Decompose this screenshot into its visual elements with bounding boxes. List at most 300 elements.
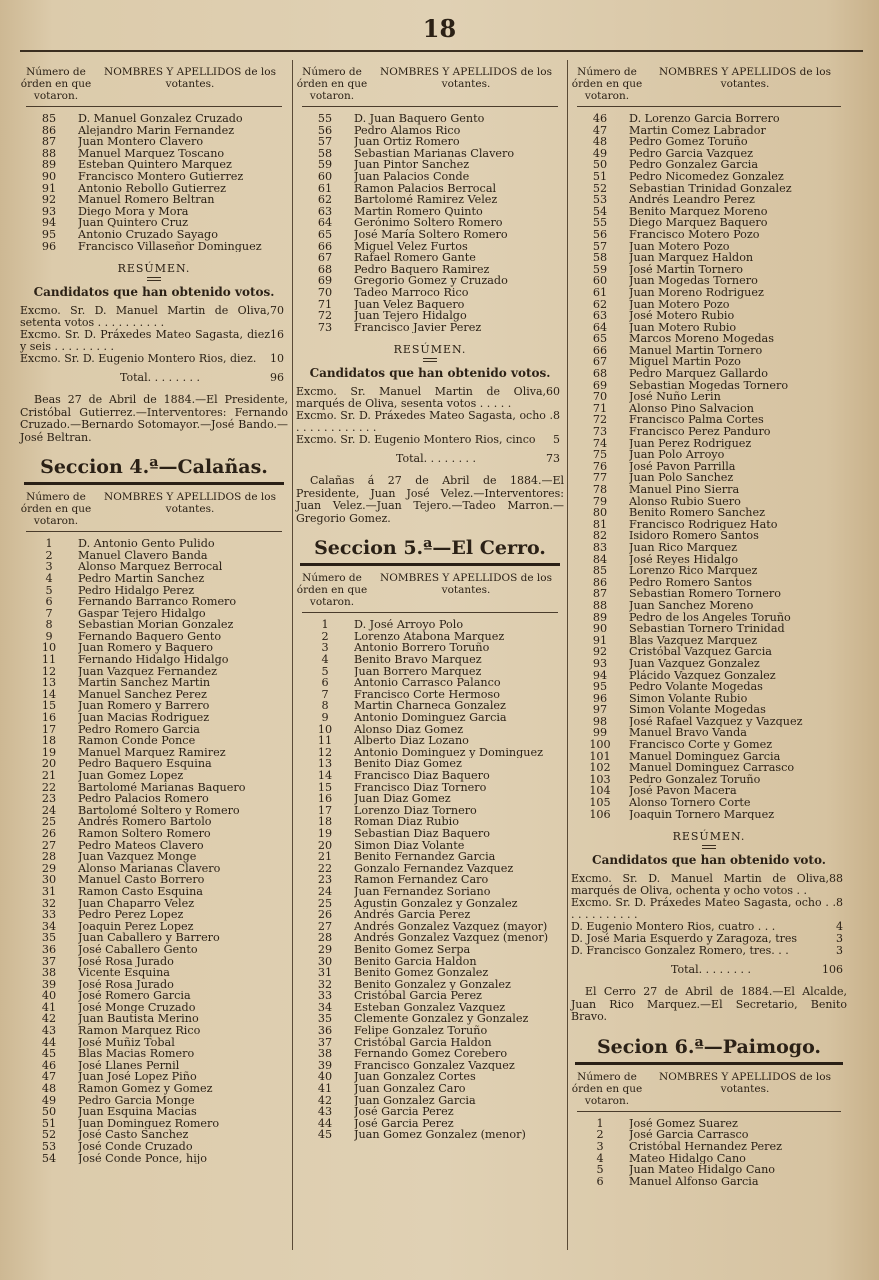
closing-text: Beas 27 de Abril de 1884.—El Presidente, Cristóbal Gutierrez.—Interventores: Fernando Cruzado.—Bernardo Sotomayor.—José Bando.—José Beltran. — [20, 393, 288, 444]
table-row — [20, 1106, 288, 1118]
voter-name: José Romero Garcia — [78, 990, 191, 1002]
voter-number: 44 — [317, 1116, 333, 1130]
voter-name: Antonio Borrero Toruño — [354, 642, 490, 655]
voter-number: 34 — [317, 1000, 333, 1014]
table-row — [296, 979, 564, 991]
voter-name: Juan Bautista Merino — [78, 1013, 199, 1026]
voter-number: 78 — [592, 483, 608, 496]
voter-number: 33 — [41, 908, 57, 922]
voter-number: 22 — [41, 780, 57, 794]
voter-number: 43 — [317, 1105, 333, 1119]
voter-number: 51 — [592, 169, 608, 183]
voter-number: 19 — [41, 745, 57, 759]
voter-name: Pedro Perez Lopez — [78, 909, 184, 921]
voter-number: 2 — [596, 1128, 604, 1142]
table-row — [296, 631, 564, 643]
voter-number: 95 — [41, 227, 57, 241]
voter-name: Francisco Motero Pozo — [629, 228, 760, 241]
voter-number: 56 — [592, 227, 608, 241]
voter-number: 88 — [592, 598, 608, 612]
vote-line — [20, 329, 288, 353]
table-row — [296, 229, 564, 241]
voter-number: 92 — [41, 193, 57, 207]
voter-name: Juan Moreno Rodriguez — [629, 286, 764, 299]
voter-number: 29 — [317, 942, 333, 956]
section-title: Seccion 4.ª—Calañas. — [40, 456, 268, 479]
total-line — [296, 452, 564, 465]
voter-number: 63 — [317, 204, 333, 218]
table-row — [296, 735, 564, 747]
voter-number: 16 — [317, 792, 333, 806]
voter-number: 45 — [41, 1047, 57, 1061]
voter-number: 99 — [592, 726, 608, 740]
voter-list — [571, 113, 847, 820]
resumen-heading: RESÚMEN. — [393, 343, 467, 357]
voter-number: 40 — [317, 1070, 333, 1084]
vote-text: Excmo. Sr. D. Práxedes Mateo Sagasta, ocho . . . . . . . . . . . . — [571, 896, 836, 922]
voter-number: 61 — [592, 285, 608, 299]
voter-number: 51 — [41, 1116, 57, 1130]
table-row — [571, 716, 847, 728]
voter-name: Juan Mogedas Tornero — [629, 275, 758, 287]
table-row — [296, 677, 564, 689]
voter-name: Clemente Gonzalez y Gonzalez — [354, 1013, 529, 1026]
voter-name: Miguel Martin Pozo — [629, 356, 741, 369]
table-row — [571, 356, 847, 368]
table-row — [571, 693, 847, 705]
voter-name: José Conde Cruzado — [78, 1141, 193, 1153]
voter-number: 103 — [589, 772, 611, 786]
voter-number: 90 — [41, 169, 57, 183]
voter-number: 20 — [41, 757, 57, 771]
voter-number: 30 — [317, 954, 333, 968]
voter-number: 30 — [41, 873, 57, 887]
voter-number: 38 — [41, 966, 57, 980]
vote-text: Excmo. Sr. D. Manuel Martin de Oliva, setenta votos . . . . . . . . . . — [20, 304, 270, 330]
table-row — [296, 724, 564, 736]
voter-number: 3 — [596, 1139, 604, 1153]
votes-list — [296, 386, 564, 446]
voter-name: Manuel Pino Sierra — [629, 484, 740, 496]
table-row — [20, 550, 288, 562]
voter-number: 31 — [41, 884, 57, 898]
voter-number: 49 — [41, 1093, 57, 1107]
voter-name: Juan Gonzalez Caro — [354, 1083, 466, 1095]
voter-name: Juan Vazquez Monge — [78, 851, 197, 863]
table-row — [20, 1013, 288, 1025]
voter-number: 36 — [41, 942, 57, 956]
voter-number: 1 — [45, 537, 53, 551]
voter-name: Francisco Javier Perez — [354, 321, 482, 334]
table-row — [571, 125, 847, 137]
voter-name: Francisco Rodriguez Hato — [629, 518, 778, 531]
voter-name: Juan Quintero Cruz — [78, 217, 189, 229]
voter-name: José Rafael Vazquez y Vazquez — [629, 715, 803, 728]
table-row — [571, 275, 847, 287]
voter-number: 67 — [317, 251, 333, 265]
voter-number: 49 — [592, 146, 608, 160]
table-row — [296, 666, 564, 678]
vote-text: Excmo. Sr. D. Práxedes Mateo Sagasta, diez y seis . . . . . . . . . — [20, 328, 270, 354]
voter-name: Andrés Garcia Perez — [354, 909, 471, 921]
voter-number: 27 — [317, 919, 333, 933]
voter-name: Antonio Dominguez y Dominguez — [354, 746, 543, 759]
table-row — [571, 206, 847, 218]
table-row — [571, 438, 847, 450]
total-label: Total. . . . . . . . — [396, 452, 477, 466]
vote-text: D. Francisco Gonzalez Romero, tres. . . — [571, 944, 789, 958]
table-row — [296, 793, 564, 805]
vote-line — [20, 305, 288, 329]
voter-number: 15 — [317, 780, 333, 794]
header-number: Número de órden en que votaron. — [571, 1070, 643, 1107]
voter-name: Juan Motero Pozo — [629, 240, 730, 253]
table-row — [571, 797, 847, 809]
table-row — [296, 136, 564, 148]
voter-list — [296, 113, 564, 333]
voter-list — [20, 113, 288, 252]
voter-number: 8 — [45, 618, 53, 632]
voter-name: Juan Marquez Haldon — [629, 252, 754, 264]
voter-name: Juan Ortiz Romero — [354, 136, 460, 148]
voter-number: 9 — [45, 629, 53, 643]
table-row — [296, 148, 564, 160]
header-number: Número de órden en que votaron. — [296, 572, 368, 609]
voter-number: 22 — [317, 861, 333, 875]
voter-name: Gerónimo Soltero Romero — [354, 217, 503, 229]
header-names: NOMBRES Y APELLIDOS de los votantes. — [104, 491, 276, 516]
voter-number: 100 — [589, 738, 611, 752]
voter-name: Agustin Gonzalez y Gonzalez — [354, 897, 518, 910]
voter-number: 26 — [317, 908, 333, 922]
table-row — [571, 113, 847, 125]
voter-name: José Pavon Parrilla — [629, 460, 736, 473]
table-row — [296, 747, 564, 759]
voter-number: 79 — [592, 494, 608, 508]
voter-number: 59 — [317, 158, 333, 172]
table-row — [296, 1002, 564, 1014]
voter-number: 55 — [317, 112, 333, 125]
voter-number: 4 — [45, 571, 53, 585]
voter-name: Alejandro Marin Fernandez — [78, 124, 235, 137]
voter-name: José Garcia Carrasco — [629, 1129, 749, 1141]
voter-name: Juan Perez Rodriguez — [629, 437, 752, 450]
voter-name: Benito Fernandez Garcia — [354, 851, 496, 863]
voter-number: 52 — [41, 1128, 57, 1142]
voter-number: 54 — [592, 204, 608, 218]
voter-name: Juan Borrero Marquez — [354, 665, 482, 678]
table-row — [20, 840, 288, 852]
table-row — [571, 414, 847, 426]
voter-name: Benito Gonzalez y Gonzalez — [354, 978, 511, 991]
voter-name: José Casto Sanchez — [78, 1129, 189, 1141]
voter-number: 5 — [45, 583, 53, 597]
voter-number: 43 — [41, 1024, 57, 1038]
voter-number: 12 — [317, 745, 333, 759]
voter-name: Benito Marquez Moreno — [629, 205, 768, 218]
voter-name: Antonio Dominguez Garcia — [354, 712, 507, 724]
voter-name: Tadeo Marroco Rico — [354, 286, 469, 299]
voter-number: 1 — [321, 618, 329, 632]
table-row — [296, 125, 564, 137]
table-row — [296, 770, 564, 782]
voter-number: 3 — [45, 560, 53, 574]
voter-name: D. Antonio Gento Pulido — [78, 538, 215, 550]
vote-count: 60 — [546, 385, 560, 399]
voter-name: Joaquin Perez Lopez — [78, 920, 194, 933]
table-row — [20, 724, 288, 736]
voter-number: 23 — [41, 792, 57, 806]
table-row — [20, 619, 288, 631]
table-row — [571, 183, 847, 195]
voter-number: 87 — [41, 135, 57, 149]
vote-text: Excmo. Sr. D. Eugenio Montero Rios, diez. — [20, 352, 257, 366]
voter-name: Juan Gomez Lopez — [78, 770, 184, 782]
voter-name: Ramon Casto Esquina — [78, 885, 203, 898]
voter-number: 83 — [592, 540, 608, 554]
voter-number: 36 — [317, 1024, 333, 1038]
voter-name: Manuel Casto Borrero — [78, 874, 205, 886]
table-row — [20, 689, 288, 701]
table-row — [296, 1095, 564, 1107]
voter-name: Pedro Gomez Toruño — [629, 136, 748, 148]
table-row — [20, 1025, 288, 1037]
voter-name: Pedro Marquez Gallardo — [629, 368, 769, 380]
vote-count: 8 — [836, 896, 843, 910]
table-row — [20, 863, 288, 875]
voter-name: Fernando Gomez Corebero — [354, 1048, 508, 1060]
table-row — [20, 1141, 288, 1153]
voter-name: Isidoro Romero Santos — [629, 530, 759, 542]
voter-name: Pedro Garcia Vazquez — [629, 147, 753, 160]
voter-number: 31 — [317, 966, 333, 980]
voter-list — [571, 1118, 847, 1188]
voter-name: José Gomez Suarez — [629, 1117, 738, 1130]
voter-name: Cristóbal Garcia Haldon — [354, 1036, 492, 1049]
voter-number: 44 — [41, 1035, 57, 1049]
voter-number: 80 — [592, 506, 608, 520]
voter-number: 91 — [592, 633, 608, 647]
voter-name: Pedro Baquero Ramirez — [354, 263, 490, 276]
total-label: Total. . . . . . . . — [120, 371, 201, 385]
table-row — [296, 967, 564, 979]
table-row — [20, 654, 288, 666]
voter-name: Ramon Marquez Rico — [78, 1025, 201, 1037]
table-row — [571, 1129, 847, 1141]
vote-count: 3 — [836, 932, 843, 946]
voter-number: 69 — [317, 274, 333, 288]
voter-number: 66 — [592, 343, 608, 357]
table-row — [20, 206, 288, 218]
voter-number: 94 — [41, 216, 57, 230]
voter-number: 50 — [41, 1105, 57, 1119]
page-number: 18 — [422, 14, 457, 43]
table-row — [20, 1060, 288, 1072]
voter-name: Gaspar Tejero Hidalgo — [78, 607, 206, 620]
vote-count: 8 — [553, 409, 560, 423]
voter-name: José Monge Cruzado — [78, 1001, 196, 1014]
table-row — [571, 588, 847, 600]
voter-number: 98 — [592, 714, 608, 728]
voter-name: José Pavon Macera — [629, 785, 737, 798]
voter-name: Benito Garcia Haldon — [354, 955, 477, 968]
voter-number: 102 — [589, 761, 611, 775]
table-row — [296, 1060, 564, 1072]
voter-number: 63 — [592, 309, 608, 323]
table-row — [296, 828, 564, 840]
table-row — [571, 380, 847, 392]
voter-name: Pedro Mateos Clavero — [78, 839, 204, 852]
table-row — [571, 368, 847, 380]
voter-number: 65 — [317, 227, 333, 241]
voter-name: Esteban Quintero Marquez — [78, 159, 232, 171]
header-names: NOMBRES Y APELLIDOS de los votantes. — [659, 66, 831, 90]
vote-count: 10 — [270, 352, 284, 366]
table-row — [20, 816, 288, 828]
votes-list — [20, 305, 288, 365]
table-row — [571, 461, 847, 473]
voter-name: Plácido Vazquez Gonzalez — [629, 669, 776, 682]
voter-number: 2 — [321, 629, 329, 643]
voter-name: Juan Caballero y Barrero — [78, 932, 220, 944]
vote-count: 3 — [836, 944, 843, 958]
table-row — [571, 287, 847, 299]
table-row — [296, 851, 564, 863]
voter-number: 84 — [592, 552, 608, 566]
voter-name: Manuel Sanchez Perez — [78, 688, 207, 701]
voter-number: 62 — [317, 193, 333, 207]
table-row — [571, 542, 847, 554]
voter-name: Benito Bravo Marquez — [354, 654, 482, 666]
table-row — [296, 1071, 564, 1083]
table-row — [571, 472, 847, 484]
vote-line — [20, 353, 288, 365]
voter-number: 87 — [592, 587, 608, 601]
voter-name: Alonso Tornero Corte — [629, 797, 751, 809]
voter-name: Juan Montero Clavero — [78, 136, 204, 148]
table-row — [571, 704, 847, 716]
section-title: Seccion 5.ª—El Cerro. — [314, 537, 546, 560]
voter-number: 29 — [41, 861, 57, 875]
vote-text: Excmo. Sr. D. Eugenio Montero Rios, cinco — [296, 433, 536, 447]
voter-name: Juan Gonzalez Garcia — [354, 1094, 476, 1107]
vote-line — [571, 945, 847, 957]
voter-name: Juan Tejero Hidalgo — [354, 310, 467, 322]
table-row — [20, 608, 288, 620]
table-row — [20, 956, 288, 968]
table-row — [20, 782, 288, 794]
voter-number: 85 — [41, 112, 57, 125]
table-row — [571, 159, 847, 171]
header-names: NOMBRES Y APELLIDOS de los votantes. — [104, 66, 276, 90]
voter-number: 6 — [45, 595, 53, 609]
voter-number: 54 — [41, 1151, 57, 1165]
voter-name: Simon Diaz Volante — [354, 839, 465, 852]
table-row — [296, 898, 564, 910]
voter-number: 16 — [41, 711, 57, 725]
voter-number: 48 — [592, 135, 608, 149]
voter-number: 66 — [317, 239, 333, 253]
table-row — [20, 712, 288, 724]
voter-name: Marcos Moreno Mogedas — [629, 333, 774, 345]
voter-number: 5 — [321, 664, 329, 678]
table-row — [296, 874, 564, 886]
table-row — [296, 1025, 564, 1037]
voter-number: 69 — [592, 378, 608, 392]
voter-name: Ramon Gomez y Gomez — [78, 1083, 213, 1095]
voter-number: 35 — [41, 931, 57, 945]
voter-name: Alonso Marquez Berrocal — [78, 561, 223, 573]
table-row — [571, 299, 847, 311]
voter-number: 62 — [592, 297, 608, 311]
table-row — [20, 874, 288, 886]
voter-name: José Nuño Lerin — [629, 391, 721, 403]
table-row — [20, 561, 288, 573]
table-row — [571, 391, 847, 403]
table-row — [20, 538, 288, 550]
voter-number: 92 — [592, 645, 608, 659]
total-line — [571, 963, 847, 976]
table-row — [296, 944, 564, 956]
vote-line — [296, 410, 564, 434]
table-row — [571, 1141, 847, 1153]
voter-name: Sebastian Mogedas Tornero — [629, 379, 789, 392]
closing-text: Calañas á 27 de Abril de 1884.—El Presidente, Juan José Velez.—Interventores: Juan Velez.—Juan Tejero.—Tadeo Marron.—Gregorio Gomez. — [296, 474, 564, 525]
voter-name: Bartolomé Ramirez Velez — [354, 194, 498, 206]
table-row — [296, 909, 564, 921]
table-header — [296, 66, 564, 102]
voter-name: Juan Velez Baquero — [354, 298, 465, 311]
table-row — [571, 194, 847, 206]
table-header — [296, 572, 564, 608]
voter-number: 81 — [592, 517, 608, 531]
vote-line — [296, 434, 564, 446]
table-row — [296, 642, 564, 654]
table-row — [296, 956, 564, 968]
table-row — [296, 299, 564, 311]
voter-number: 97 — [592, 703, 608, 717]
voter-number: 14 — [41, 687, 57, 701]
voter-name: Francisco Montero Gutierrez — [78, 170, 244, 183]
voter-number: 86 — [592, 575, 608, 589]
voter-number: 70 — [592, 390, 608, 404]
voter-number: 35 — [317, 1012, 333, 1026]
table-row — [571, 658, 847, 670]
voter-number: 77 — [592, 471, 608, 485]
voter-name: Francisco Perez Panduro — [629, 426, 771, 438]
voter-name: Pedro Nicomedez Gonzalez — [629, 170, 784, 183]
voter-name: Juan Motero Pozo — [629, 298, 730, 311]
table-row — [20, 990, 288, 1002]
voter-name: Bartolomé Marianas Baquero — [78, 781, 246, 794]
table-row — [296, 322, 564, 334]
voter-number: 106 — [589, 807, 611, 821]
voter-number: 53 — [41, 1140, 57, 1153]
voter-number: 8 — [321, 699, 329, 713]
voter-name: Juan Esquina Macias — [78, 1106, 197, 1118]
voter-name: Bartolomé Soltero y Romero — [78, 804, 240, 817]
voter-number: 72 — [317, 309, 333, 323]
voter-name: Manuel Dominguez Garcia — [629, 750, 781, 763]
table-row — [20, 1048, 288, 1060]
voter-name: Rafael Romero Gante — [354, 252, 476, 264]
voter-number: 104 — [589, 784, 611, 798]
voter-name: Francisco Villaseñor Dominguez — [78, 240, 262, 253]
voter-name: Andrés Gonzalez Vazquez (mayor) — [354, 920, 548, 933]
voter-number: 23 — [317, 873, 333, 887]
voter-number: 1 — [596, 1116, 604, 1130]
table-row — [571, 681, 847, 693]
